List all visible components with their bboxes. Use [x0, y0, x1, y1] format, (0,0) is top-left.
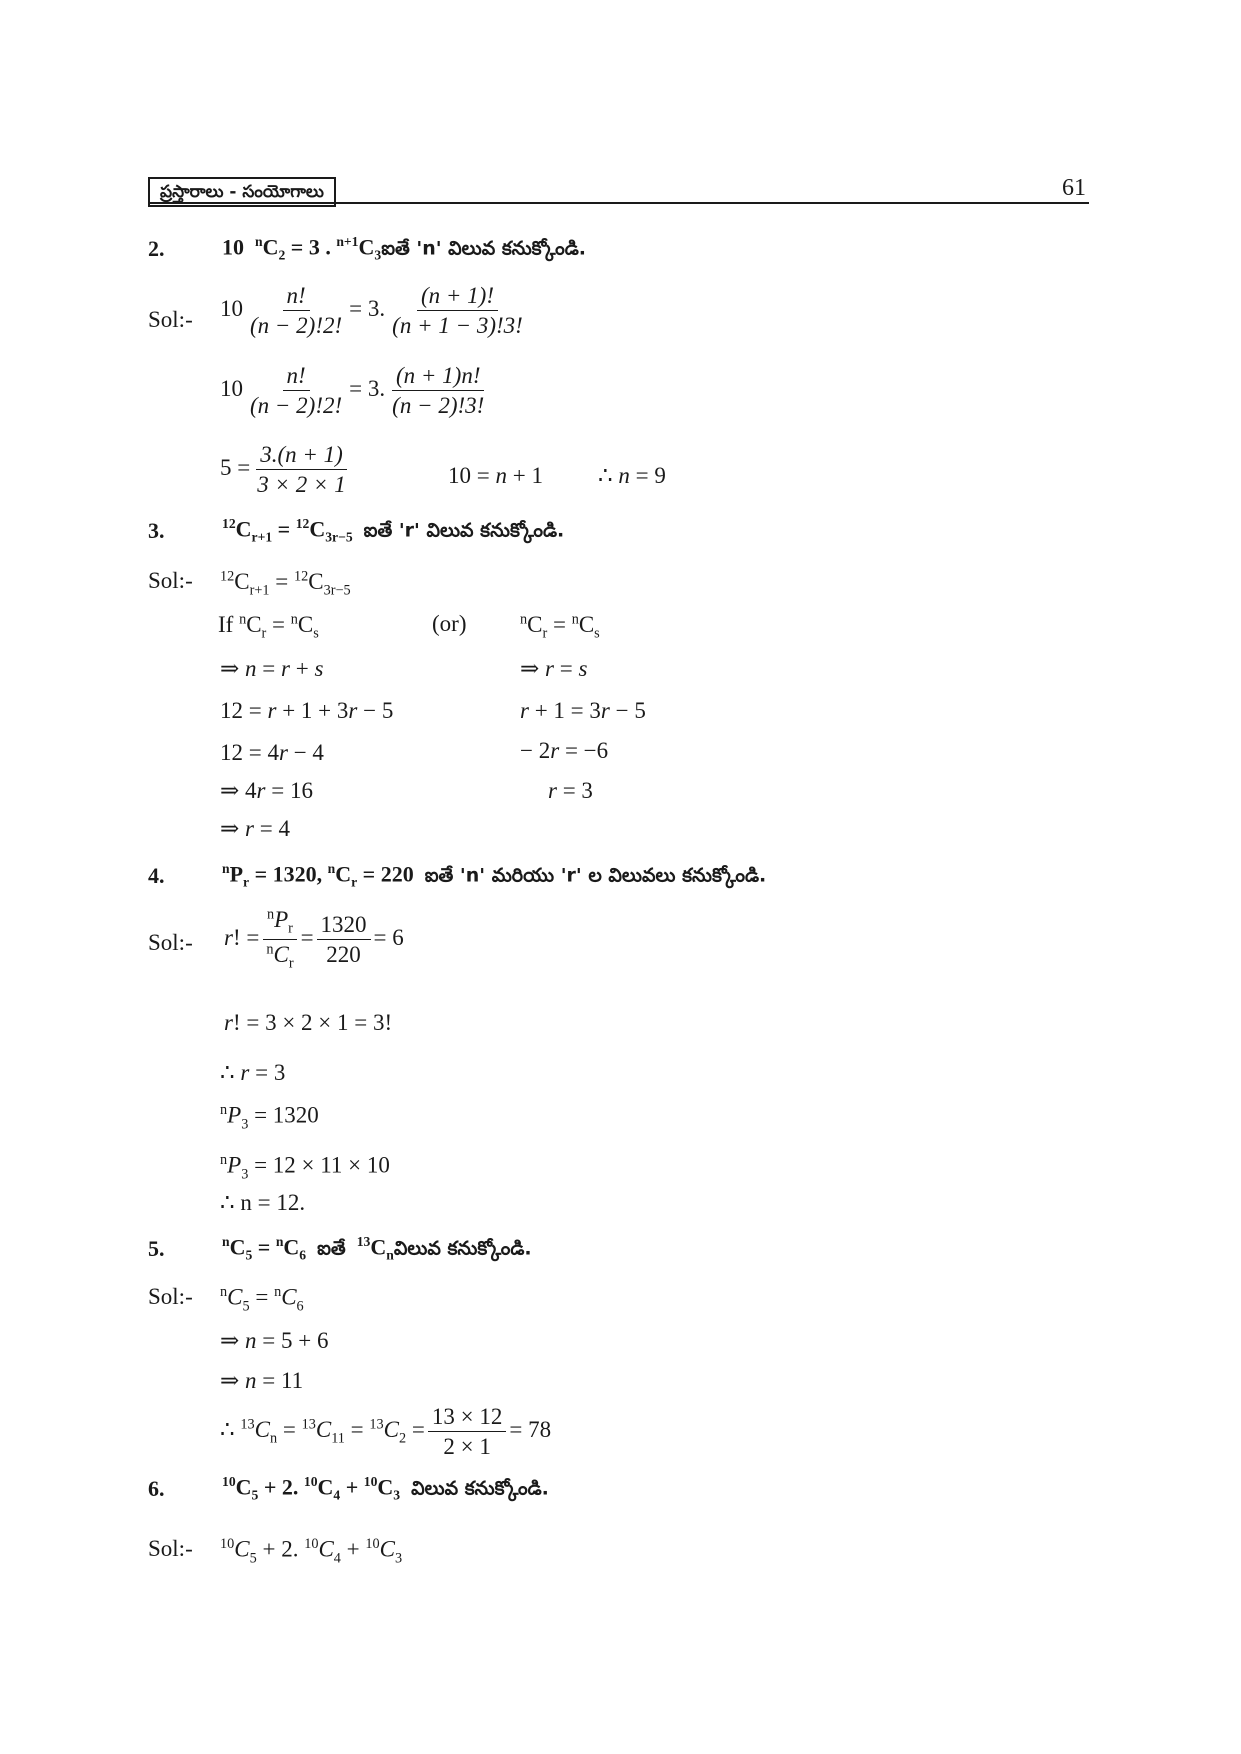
q2-number: 2. — [148, 236, 165, 261]
q4-statement: $^nP_r = 1320$, $^nC_r = 220$ ఐతే 'n' మరియు 'r' ల విలువలు కనుక్కోండి. — [222, 861, 767, 890]
q4-step-2: r! = 3 × 2 × 1 = 3! — [224, 1010, 393, 1035]
q4-step-1: r! = $\frac{^nP_r}{^nC_r}$ = $\frac{1320}{220}$ = 6 — [224, 906, 404, 972]
q5-telugu: విలువ కనుక్కోండి. — [393, 1237, 532, 1260]
q2-step-2: 10 $\frac{n!}{(n - 2)!2!}$ = 3. $\frac{(n + 1)n!}{(n - 2)!3!}$ — [220, 363, 485, 419]
q2-telugu: ఐతే 'n' విలువ కనుక్కోండి. — [381, 237, 586, 260]
q5-number: 5. — [148, 1236, 165, 1261]
q2-step-3: 5 = $\frac{3.(n + 1)}{3 \times 2 \times 1}$ — [220, 442, 346, 498]
q3-case1-step-2: 12 = r + 1 + 3r − 5 — [220, 698, 394, 723]
q5-telugu-if: ఐతే — [317, 1237, 346, 1260]
q3-case1-step-1: ⇒ n = r + s — [220, 656, 324, 681]
q3-statement: $^{12}C_{r+1} = ^{12}C_{3r-5}$ ఐతే 'r' విలువ కనుక్కోండి. — [222, 516, 565, 545]
q5-answer: ∴ $^{13}C_n = ^{13}C_{11} = ^{13}C_2$ = $\frac{13 \times 12}{2 \times 1}$ = 78 — [220, 1404, 552, 1460]
q3-if-label: If — [218, 611, 234, 637]
q3-case2-answer: r = 3 — [548, 778, 593, 803]
header-rule — [148, 202, 1089, 204]
q2-step-4: 10 = n + 1 — [448, 463, 543, 488]
q4-step-4: $^nP_3 = 1320$ — [220, 1102, 319, 1133]
q2-statement: 10 $^nC_2 = 3$ . $^{n+1}C_3ఐతే$ 'n' విలువ కనుక్కోండి. — [222, 234, 586, 263]
q6-statement: $^{10}C_5 + 2$. $^{10}C_4 + ^{10}C_3$ విలువ కనుక్కోండి. — [222, 1474, 549, 1503]
q4-conclusion: ∴ n = 12. — [220, 1190, 306, 1215]
q5-statement: $^nC_5 = ^nC_6$ ఐతే $^{13}C_nవిలువ$ కనుక్కోండి. — [222, 1234, 532, 1263]
q6-number: 6. — [148, 1476, 165, 1501]
q5-step-3: ⇒ n = 11 — [220, 1368, 304, 1393]
q3-case1-step-4: ⇒ 4r = 16 — [220, 778, 313, 803]
q4-telugu: ఐతే 'n' మరియు 'r' ల విలువలు కనుక్కోండి. — [424, 864, 767, 887]
q3-telugu: ఐతే 'r' విలువ కనుక్కోండి. — [363, 519, 565, 542]
q3-sol-label: Sol:- — [148, 568, 193, 593]
q4-step-5: $^nP_3 = 12 \times 11 \times 10$ — [220, 1152, 390, 1183]
q3-case2-step-1: ⇒ r = s — [520, 656, 588, 681]
q4-step-3: ∴ r = 3 — [220, 1060, 286, 1085]
q6-telugu: విలువ కనుక్కోండి. — [411, 1477, 549, 1500]
q3-or-label: (or) — [432, 611, 467, 636]
q3-case1-step-3: 12 = 4r − 4 — [220, 740, 324, 765]
q2-answer: ∴ n = 9 — [598, 463, 666, 488]
q3-given: $^{12}C_{r+1} = ^{12}C_{3r-5}$ — [220, 568, 351, 599]
q6-sol-label: Sol:- — [148, 1536, 193, 1561]
q5-step-1: $^nC_5 = ^nC_6$ — [220, 1284, 304, 1315]
page-number: 61 — [1062, 175, 1086, 201]
q5-step-2: ⇒ n = 5 + 6 — [220, 1328, 329, 1353]
q4-sol-label: Sol:- — [148, 930, 193, 955]
q3-rule-right: $^nC_r = ^nC_s$ — [520, 611, 600, 642]
q3-case2-step-3: − 2r = −6 — [520, 738, 609, 763]
q4-number: 4. — [148, 863, 165, 888]
q2-sol-label: Sol:- — [148, 307, 193, 332]
q3-rule-left: If $^nC_r = ^nC_s$ — [218, 611, 319, 642]
q3-case2-step-2: r + 1 = 3r − 5 — [520, 698, 646, 723]
q3-number: 3. — [148, 518, 165, 543]
q5-sol-label: Sol:- — [148, 1284, 193, 1309]
chapter-title: ప్రస్తారాలు - సంయోగాలు — [148, 177, 336, 207]
q6-step-1: $^{10}C_5 + 2$. $^{10}C_4 + ^{10}C_3$ — [220, 1536, 403, 1567]
q3-case1-answer: ⇒ r = 4 — [220, 816, 290, 841]
q2-step-1: 10 $\frac{n!}{(n - 2)!2!}$ = 3. $\frac{(n + 1)!}{(n + 1 - 3)!3!}$ — [220, 283, 523, 339]
